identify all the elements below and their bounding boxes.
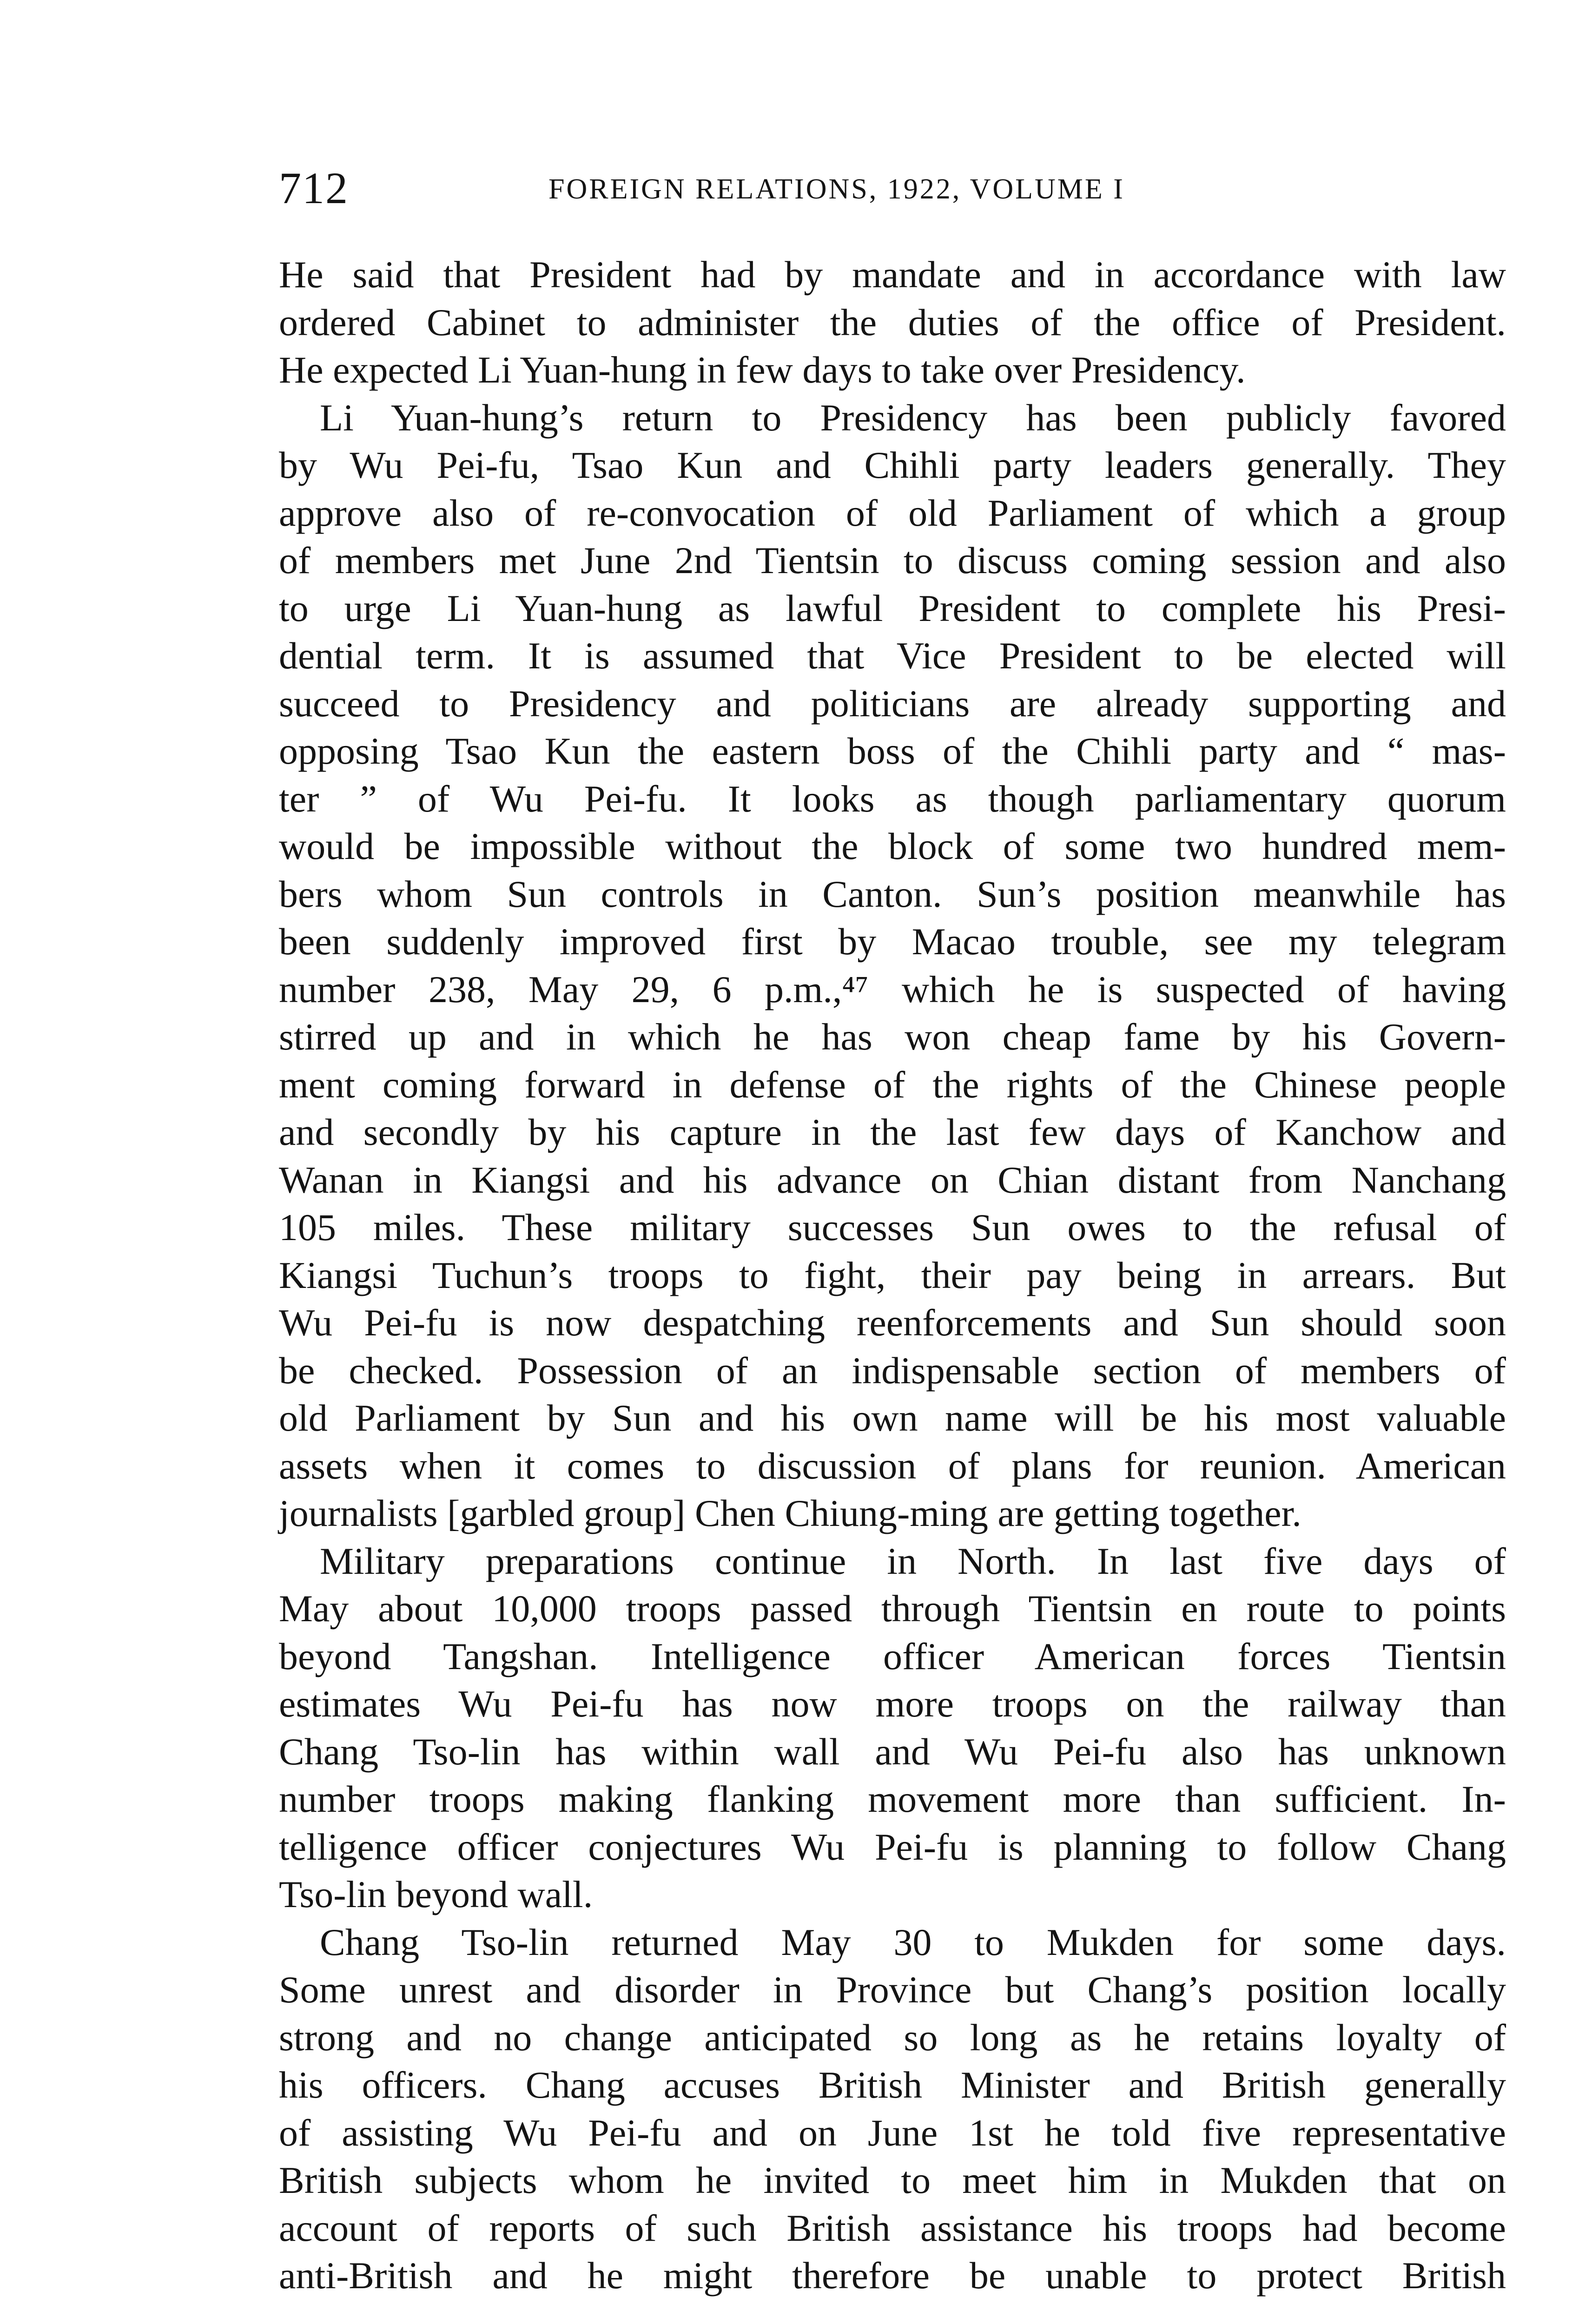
text-line: stirred up and in which he has won cheap fame by his Govern-	[279, 1016, 1506, 1058]
text-line: Military preparations continue in North. In last five days of	[320, 1539, 1506, 1582]
text-line: strong and no change anticipated so long as he retains loyalty of	[279, 2016, 1506, 2059]
text-line: ment coming forward in defense of the rights of the Chinese people	[279, 1063, 1506, 1106]
text-line: Chang Tso-lin returned May 30 to Mukden for some days.	[320, 1921, 1506, 1963]
running-title: FOREIGN RELATIONS, 1922, VOLUME I	[548, 173, 1125, 205]
text-line: Tso-lin beyond wall.	[279, 1873, 593, 1915]
text-line: by Wu Pei-fu, Tsao Kun and Chihli party leaders generally. They	[279, 444, 1506, 486]
text-line: He said that President had by mandate and in accordance with law	[279, 253, 1506, 296]
text-line: approve also of re-convocation of old Parliament of which a group	[279, 491, 1506, 534]
text-line: his officers. Chang accuses British Minister and British generally	[279, 2064, 1506, 2106]
text-line: telligence officer conjectures Wu Pei-fu is planning to follow Chang	[279, 1825, 1506, 1868]
text-line: and secondly by his capture in the last few days of Kanchow and	[279, 1111, 1506, 1153]
text-line: May about 10,000 troops passed through Tientsin en route to points	[279, 1587, 1506, 1630]
text-line: be checked. Possession of an indispensable section of members of	[279, 1349, 1506, 1392]
text-line: Kiangsi Tuchun’s troops to fight, their pay being in arrears. But	[279, 1254, 1506, 1296]
text-line: been suddenly improved first by Macao trouble, see my telegram	[279, 920, 1506, 963]
page-number: 712	[279, 163, 349, 213]
text-line: opposing Tsao Kun the eastern boss of the Chihli party and “ mas-	[279, 730, 1506, 772]
text-line: dential term. It is assumed that Vice President to be elected will	[279, 634, 1506, 677]
text-line: Wu Pei-fu is now despatching reenforcements and Sun should soon	[279, 1301, 1506, 1344]
text-line: succeed to Presidency and politicians are already supporting and	[279, 682, 1506, 725]
text-line: Wanan in Kiangsi and his advance on Chian distant from Nanchang	[279, 1158, 1506, 1201]
text-line: beyond Tangshan. Intelligence officer American forces Tientsin	[279, 1635, 1506, 1677]
text-line: would be impossible without the block of some two hundred mem-	[279, 825, 1506, 867]
text-line: estimates Wu Pei-fu has now more troops on the railway than	[279, 1683, 1506, 1725]
text-line: journalists [garbled group] Chen Chiung-ming are getting together.	[279, 1492, 1301, 1534]
text-line: number troops making flanking movement more than sufficient. In-	[279, 1778, 1506, 1820]
text-line: of members met June 2nd Tientsin to discuss coming session and also	[279, 539, 1506, 581]
text-line: Some unrest and disorder in Province but Chang’s position locally	[279, 1968, 1506, 2011]
text-line: He expected Li Yuan-hung in few days to take over Presidency.	[279, 349, 1246, 391]
text-line: assets when it comes to discussion of plans for reunion. American	[279, 1444, 1506, 1487]
text-line: British subjects whom he invited to meet him in Mukden that on	[279, 2159, 1506, 2201]
running-head	[279, 158, 1506, 218]
text-line: anti-British and he might therefore be unable to protect British	[279, 2254, 1506, 2297]
text-line: bers whom Sun controls in Canton. Sun’s position meanwhile has	[279, 872, 1506, 915]
text-line: Chang Tso-lin has within wall and Wu Pei-fu also has unknown	[279, 1730, 1506, 1773]
text-line: account of reports of such British assistance his troops had become	[279, 2206, 1506, 2249]
text-line: number 238, May 29, 6 p.m.,⁴⁷ which he is suspected of having	[279, 968, 1506, 1010]
text-line: of assisting Wu Pei-fu and on June 1st he told five representative	[279, 2111, 1506, 2154]
body-text	[279, 251, 1506, 2300]
text-line: Li Yuan-hung’s return to Presidency has been publicly favored	[320, 396, 1506, 439]
text-line: ordered Cabinet to administer the duties of the office of President.	[279, 301, 1506, 343]
text-line: ter ” of Wu Pei-fu. It looks as though parliamentary quorum	[279, 777, 1506, 820]
text-line: 105 miles. These military successes Sun owes to the refusal of	[279, 1206, 1506, 1248]
text-line: old Parliament by Sun and his own name will be his most valuable	[279, 1397, 1506, 1439]
text-line: to urge Li Yuan-hung as lawful President to complete his Presi-	[279, 587, 1506, 629]
